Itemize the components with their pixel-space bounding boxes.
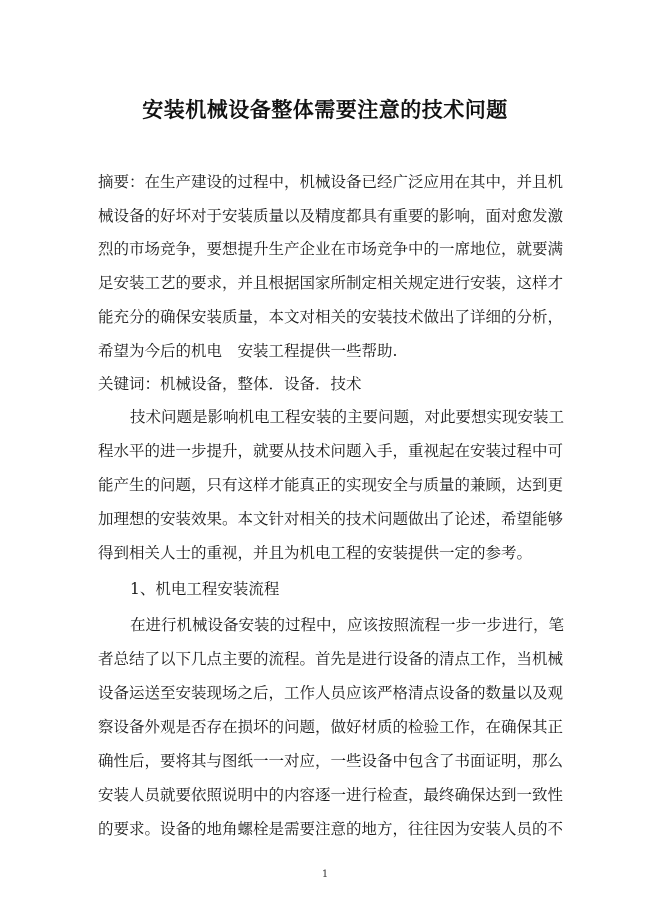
abstract-line: 足安装工艺的要求，并且根据国家所制定相关规定进行安装，这样才 — [98, 274, 564, 292]
section-body-line: 在进行机械设备安装的过程中，应该按照流程一步一步进行，笔 — [130, 616, 565, 634]
section-body-line: 察设备外观是否存在损坏的问题，做好材质的检验工作，在确保其正 — [98, 718, 564, 736]
abstract-line: 能充分的确保安装质量，本文对相关的安装技术做出了详细的分析， — [98, 308, 564, 326]
keywords-line: 关键词：机械设备，整体．设备．技术 — [98, 375, 362, 393]
section-heading: 1、机电工程安装流程 — [130, 580, 280, 598]
section-body-line: 安装人员就要依照说明中的内容逐一进行检查，最终确保达到一致性 — [98, 786, 564, 804]
document-title: 安装机械设备整体需要注意的技术问题 — [142, 98, 508, 122]
intro-line: 能产生的问题，只有这样才能真正的实现安全与质量的兼顾，达到更 — [98, 476, 564, 494]
intro-line: 加理想的安装效果。本文针对相关的技术问题做出了论述，希望能够 — [98, 510, 564, 528]
page-number: 1 — [321, 869, 329, 880]
intro-line: 技术问题是影响机电工程安装的主要问题，对此要想实现安装工 — [130, 408, 565, 426]
section-body-line: 确性后，要将其与图纸一一对应，一些设备中包含了书面证明，那么 — [98, 752, 564, 770]
intro-line: 得到相关人士的重视，并且为机电工程的安装提供一定的参考。 — [98, 544, 533, 562]
section-body-line: 设备运送至安装现场之后，工作人员应该严格清点设备的数量以及观 — [98, 684, 564, 702]
abstract-line: 摘要：在生产建设的过程中，机械设备已经广泛应用在其中，并且机 — [98, 173, 564, 191]
intro-line: 程水平的进一步提升，就要从技术问题入手，重视起在安装过程中可 — [98, 442, 564, 460]
section-body-line: 的要求。设备的地角螺栓是需要注意的地方，往往因为安装人员的不 — [98, 820, 564, 838]
abstract-line: 希望为今后的机电 安装工程提供一些帮助. — [98, 342, 398, 360]
abstract-line: 烈的市场竞争，要想提升生产企业在市场竞争中的一席地位，就要满 — [98, 240, 564, 258]
abstract-line: 械设备的好坏对于安装质量以及精度都具有重要的影响，面对愈发激 — [98, 207, 564, 225]
section-body-line: 者总结了以下几点主要的流程。首先是进行设备的清点工作，当机械 — [98, 650, 564, 668]
